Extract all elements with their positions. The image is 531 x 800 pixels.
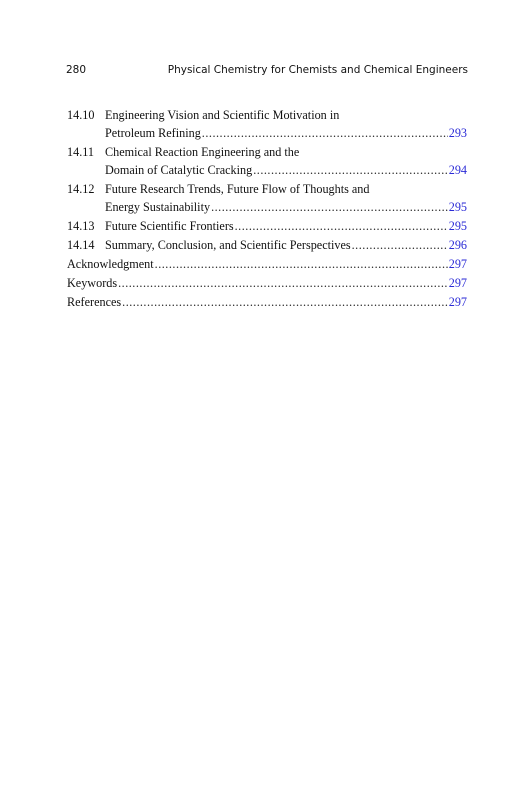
dot-leader <box>122 293 448 311</box>
dot-leader <box>155 255 448 273</box>
toc-entry-references[interactable] <box>67 293 467 311</box>
toc-entry-number: 14.14 <box>67 238 95 252</box>
toc-entry-number: 14.13 <box>67 219 95 233</box>
toc-page-link[interactable]: 295 <box>448 200 467 214</box>
toc-entry-title: Future Scientific Frontiers <box>105 219 234 233</box>
dot-leader <box>202 124 448 142</box>
toc-entry-number: 14.10 <box>67 108 95 122</box>
toc-entry-title-line2: Domain of Catalytic Cracking <box>105 163 253 177</box>
table-of-contents <box>67 106 467 311</box>
toc-entry-14-11[interactable] <box>67 143 467 179</box>
toc-entry-title: References <box>67 295 122 309</box>
toc-entry-title: Summary, Conclusion, and Scientific Perspectives <box>105 238 351 252</box>
toc-entry-title-line1: Chemical Reaction Engineering and the <box>105 145 300 159</box>
toc-entry-keywords[interactable] <box>67 274 467 292</box>
toc-page-link[interactable]: 297 <box>448 257 467 271</box>
running-head <box>0 64 531 80</box>
toc-entry-14-10[interactable] <box>67 106 467 142</box>
dot-leader <box>118 274 448 292</box>
toc-page-link[interactable]: 293 <box>448 126 467 140</box>
book-title: Physical Chemistry for Chemists and Chemical Engineers <box>167 64 468 76</box>
toc-page-link[interactable]: 294 <box>448 163 467 177</box>
dot-leader <box>352 236 448 254</box>
toc-entry-number: 14.12 <box>67 182 95 196</box>
page-number: 280 <box>66 64 87 76</box>
toc-entry-title: Keywords <box>67 276 118 290</box>
toc-entry-acknowledgment[interactable] <box>67 255 467 273</box>
toc-page-link[interactable]: 297 <box>448 276 467 290</box>
toc-entry-number: 14.11 <box>67 145 94 159</box>
toc-entry-14-12[interactable] <box>67 180 467 216</box>
toc-entry-title-line1: Future Research Trends, Future Flow of Thoughts and <box>105 182 370 196</box>
toc-entry-title: Acknowledgment <box>67 257 154 271</box>
toc-entry-14-13[interactable] <box>67 217 467 235</box>
toc-entry-title-line2: Energy Sustainability <box>105 200 211 214</box>
toc-page-link[interactable]: 296 <box>448 238 467 252</box>
toc-page-link[interactable]: 295 <box>448 219 467 233</box>
dot-leader <box>253 161 447 179</box>
dot-leader <box>211 198 448 216</box>
toc-entry-14-14[interactable] <box>67 236 467 254</box>
toc-entry-title-line1: Engineering Vision and Scientific Motivation in <box>105 108 340 122</box>
toc-entry-title-line2: Petroleum Refining <box>105 126 201 140</box>
toc-page-link[interactable]: 297 <box>448 295 467 309</box>
dot-leader <box>235 217 448 235</box>
